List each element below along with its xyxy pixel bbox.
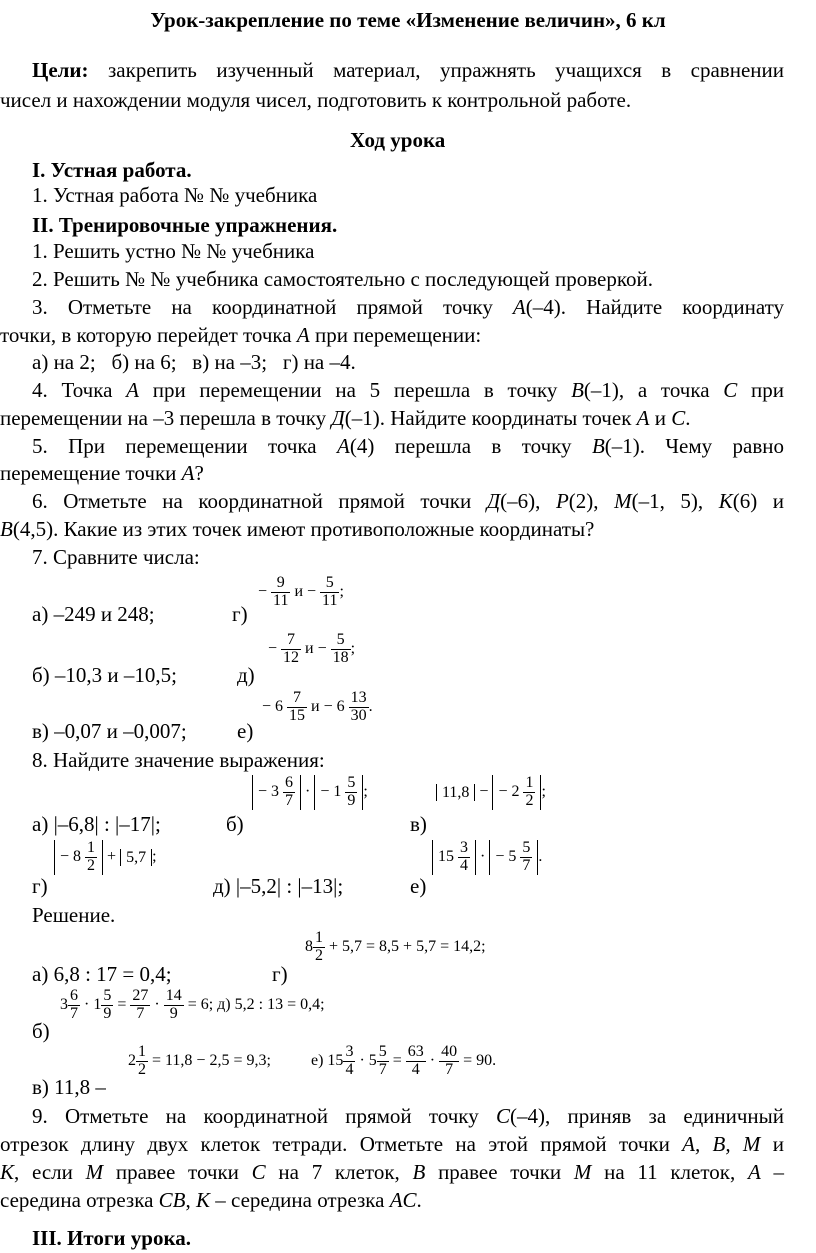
task-8-b-expression: − 3 $\frac{6}{7}$ · − 1 $\frac{5}{9}$ ;	[252, 775, 368, 810]
task-6-line-1: 6. Отметьте на координатной прямой точки Д(–6), P(2), M(–1, 5), K(6) и	[32, 489, 784, 513]
solution-g-label: г)	[272, 962, 288, 986]
task-8-a: а) |–6,8| : |–17|;	[32, 812, 161, 836]
task-8-e-label: е)	[410, 874, 427, 898]
section-1-item-1: 1. Устная работа № № учебника	[32, 183, 318, 207]
solution-title: Решение.	[32, 903, 116, 927]
task-6-line-2: B(4,5). Какие из этих точек имеют противоположные координаты?	[0, 517, 595, 541]
section-2-title: II. Тренировочные упражнения.	[32, 213, 338, 237]
solution-a: а) 6,8 : 17 = 0,4;	[32, 962, 172, 986]
task-7-title: 7. Сравните числа:	[32, 545, 200, 569]
goals-line-2: чисел и нахождении модуля чисел, подготовить к контрольной работе.	[0, 88, 632, 112]
task-8-v-label: в)	[410, 812, 427, 836]
section-2-item-1: 1. Решить устно № № учебника	[32, 239, 315, 263]
task-7-d-label: д)	[237, 663, 255, 687]
task-4-line-2: перемещении на –3 перешла в точку Д(–1). Найдите координаты точек A и C.	[0, 406, 691, 430]
task-8-v-expression: 11,8 − − 2 $\frac{1}{2}$ ;	[436, 775, 546, 810]
solution-v-expression: 2 $\frac{1}{2}$ = 11,8 − 2,5 = 9,3;	[128, 1043, 271, 1078]
task-7-v: в) –0,07 и –0,007;	[32, 719, 187, 743]
section-2-item-2: 2. Решить № № учебника самостоятельно с последующей проверкой.	[32, 267, 653, 291]
course-heading: Ход урока	[350, 128, 446, 152]
solution-e-expression: е) 15 $\frac{3}{4}$ · 5 $\frac{5}{7}$ = $\frac{63}{4}$ · $\frac{40}{7}$ = 90.	[311, 1043, 497, 1078]
page-title: Урок-закрепление по теме «Изменение величин», 6 кл	[150, 8, 666, 32]
task-3-line-3: а) на 2; б) на 6; в) на –3; г) на –4.	[32, 350, 356, 374]
task-7-e-label: е)	[237, 719, 254, 743]
task-7-a: а) –249 и 248;	[32, 602, 155, 626]
task-3-line-1: 3. Отметьте на координатной прямой точку A(–4). Найдите координату	[32, 295, 784, 319]
task-7-d-expression: − $\frac{7}{12}$ и − $\frac{5}{18}$ ;	[268, 631, 356, 666]
task-8-e-expression: 15 $\frac{3}{4}$ · − 5 $\frac{5}{7}$ .	[432, 840, 542, 875]
task-9-line-4: середина отрезка CB, K – середина отрезка AC.	[0, 1188, 422, 1212]
solution-b-expression: 3 $\frac{6}{7}$ · 1 $\frac{5}{9}$ = $\frac{27}{7}$ · $\frac{14}{9}$ = 6; д) 5,2 : 13 = 0,4;	[60, 987, 325, 1022]
goals-line-1: Цели: закрепить изученный материал, упражнять учащихся в сравнении	[32, 58, 784, 82]
task-8-b-label: б)	[226, 812, 244, 836]
task-8-title: 8. Найдите значение выражения:	[32, 748, 325, 772]
task-8-g-label: г)	[32, 874, 48, 898]
task-9-line-2: отрезок длину двух клеток тетради. Отметьте на этой прямой точки A, B, M и	[0, 1132, 784, 1156]
task-4-line-1: 4. Точка A при перемещении на 5 перешла в точку B(–1), а точка C при	[32, 378, 784, 402]
task-7-b: б) –10,3 и –10,5;	[32, 663, 178, 687]
task-7-e-expression: − 6 $\frac{7}{15}$ и − 6 $\frac{13}{30}$ .	[262, 689, 373, 724]
task-7-g-expression: − $\frac{9}{11}$ и − $\frac{5}{11}$ ;	[258, 574, 344, 609]
task-7-g-label: г)	[232, 602, 248, 626]
task-5-line-1: 5. При перемещении точка A(4) перешла в точку B(–1). Чему равно	[32, 434, 784, 458]
task-9-line-3: K, если M правее точки C на 7 клеток, B правее точки M на 11 клеток, A –	[0, 1160, 785, 1184]
section-3-title: III. Итоги урока.	[32, 1226, 191, 1250]
goals-label: Цели:	[32, 58, 89, 82]
solution-v: в) 11,8 –	[32, 1075, 106, 1099]
task-3-line-2: точки, в которую перейдет точка A при перемещении:	[0, 323, 482, 347]
task-5-line-2: перемещение точки A?	[0, 461, 204, 485]
solution-g-expression: 8 $\frac{1}{2}$ + 5,7 = 8,5 + 5,7 = 14,2;	[305, 929, 486, 964]
task-8-d: д) |–5,2| : |–13|;	[213, 874, 344, 898]
solution-b-label: б)	[32, 1019, 50, 1043]
section-1-title: I. Устная работа.	[32, 158, 192, 182]
task-9-line-1: 9. Отметьте на координатной прямой точку C(–4), приняв за единичный	[32, 1104, 784, 1128]
task-8-g-expression: − 8 $\frac{1}{2}$ + 5,7 ;	[54, 840, 157, 875]
